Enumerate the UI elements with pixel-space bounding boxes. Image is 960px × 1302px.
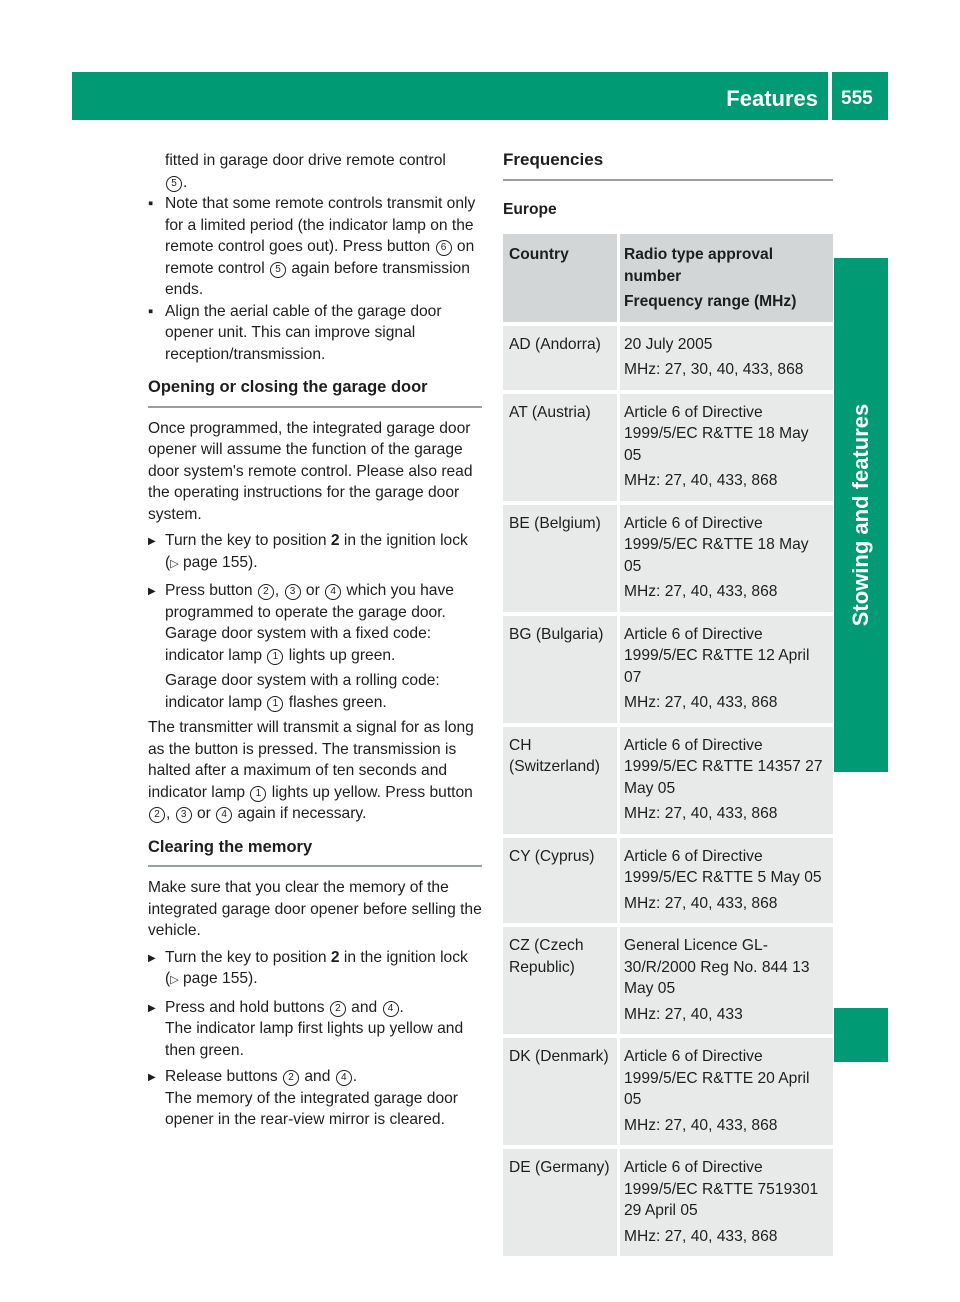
text: or (192, 805, 216, 822)
callout-number: 2 (149, 807, 165, 823)
approval-text: Article 6 of Directive 1999/5/EC R&TTE 5 May 05 (624, 847, 822, 886)
frequency-text: MHz: 27, 40, 433, 868 (624, 583, 778, 600)
callout-number: 3 (285, 584, 301, 600)
step-note-fixed-code (148, 623, 482, 666)
frequency-table (503, 234, 833, 1256)
callout-number: 4 (325, 584, 341, 600)
callout-number: 1 (267, 649, 283, 665)
frequency-text: MHz: 27, 40, 433, 868 (624, 894, 778, 912)
left-column (148, 150, 482, 1131)
table-row (503, 727, 833, 834)
callout-number: 4 (336, 1070, 352, 1086)
text: in the ignition lock ( (165, 948, 468, 987)
callout-number: 3 (176, 807, 192, 823)
bullet-aerial: ▪ Align the aerial cable of the garage door opener unit. This can improve signal reception/transmission. (148, 301, 482, 366)
step-press-button (148, 580, 482, 623)
text: or (301, 582, 325, 599)
section-heading-frequencies: Frequencies (503, 150, 833, 181)
table-header-row (503, 234, 833, 322)
section-heading-opening: Opening or closing the garage door (148, 377, 482, 408)
approval-cell (617, 326, 833, 390)
header-frequency-label: Frequency range (MHz) (624, 293, 797, 310)
step-turn-key-2 (148, 947, 482, 992)
country-cell: DK (Denmark) (509, 1048, 609, 1065)
step-turn-key (148, 530, 482, 575)
approval-cell (617, 838, 833, 924)
callout-number: 4 (383, 1001, 399, 1017)
text: and (346, 998, 382, 1016)
text: The indicator lamp first lights up yellow and then green. (165, 1020, 464, 1059)
approval-cell (617, 1149, 833, 1256)
table-row (503, 838, 833, 924)
table-body (503, 326, 833, 1257)
callout-number: 1 (267, 696, 283, 712)
country-cell: CZ (Czech Republic) (509, 937, 584, 976)
table-row (503, 927, 833, 1034)
table-row (503, 394, 833, 501)
table-row (503, 616, 833, 723)
country-cell: CY (Cyprus) (509, 847, 595, 865)
text: . (399, 998, 404, 1016)
approval-cell (617, 505, 833, 612)
text: , (166, 805, 175, 822)
country-cell: DE (Germany) (509, 1159, 610, 1176)
callout-number: 4 (216, 807, 232, 823)
section-paragraph: Once programmed, the integrated garage door opener will assume the function of the garage door system's remote control. Please also read the operating instructions for the garage door system. (148, 419, 473, 523)
approval-cell (617, 1038, 833, 1145)
country-cell: AT (Austria) (509, 403, 591, 421)
frequency-text: MHz: 27, 40, 433, 868 (624, 694, 778, 711)
text: Press and hold buttons (165, 998, 329, 1016)
page-ref-arrow-icon: ▷ (170, 974, 179, 986)
approval-text: Article 6 of Directive 1999/5/EC R&TTE 12 April 07 (624, 625, 810, 686)
side-tab (834, 258, 888, 772)
frequency-text: MHz: 27, 40, 433, 868 (624, 1116, 778, 1134)
country-cell: BG (Bulgaria) (509, 625, 604, 643)
approval-cell (617, 727, 833, 834)
frequency-text: MHz: 27, 40, 433, 868 (624, 805, 778, 822)
intro-text (148, 150, 482, 193)
intro-tail: . (183, 173, 188, 191)
country-cell: BE (Belgium) (509, 514, 601, 532)
frequency-text: MHz: 27, 40, 433 (624, 1005, 743, 1023)
text: The memory of the integrated garage door opener in the rear-view mirror is cleared. (165, 1089, 458, 1128)
approval-text: Article 6 of Directive 1999/5/EC R&TTE 18 May 05 (624, 403, 809, 464)
text: lights up yellow. Press button (267, 783, 473, 801)
text: Note that some remote controls transmit only for a limited period (the indicator lamp on the remote control goes out). Press button (165, 195, 476, 255)
section-heading-clearing: Clearing the memory (148, 837, 482, 868)
right-column (503, 150, 833, 1260)
text: in the ignition lock ( (165, 532, 468, 571)
text: Press button (165, 582, 257, 599)
text: Garage door system with a rolling code: indicator lamp (165, 672, 440, 711)
transmit-paragraph (148, 717, 482, 825)
frequency-text: MHz: 27, 40, 433, 868 (624, 1227, 778, 1245)
table-row (503, 505, 833, 612)
text: flashes green. (284, 693, 387, 711)
approval-text: Article 6 of Directive 1999/5/EC R&TTE 18 May 05 (624, 514, 809, 575)
approval-cell (617, 927, 833, 1034)
section-paragraph: Make sure that you clear the memory of the integrated garage door opener before selling the vehicle. (148, 879, 482, 939)
side-marker (834, 1008, 888, 1062)
side-tab-label: Stowing and features (848, 403, 873, 627)
region-heading: Europe (503, 201, 557, 218)
intro-line: fitted in garage door drive remote control (165, 152, 446, 169)
approval-text: General Licence GL-30/R/2000 Reg No. 844 13 May 05 (624, 937, 810, 997)
text: on remote control (165, 238, 475, 277)
text: lights up green. (284, 646, 396, 664)
step-release (148, 1066, 482, 1131)
callout-number: 2 (283, 1070, 299, 1086)
step-press-hold (148, 997, 482, 1062)
page-ref-arrow-icon: ▷ (170, 557, 179, 570)
frequency-text: MHz: 27, 30, 40, 433, 868 (624, 361, 804, 378)
text: again before transmission ends. (165, 259, 470, 298)
frequency-text: MHz: 27, 40, 433, 868 (624, 472, 778, 489)
text: The transmitter will transmit a signal for as long as the button is pressed. The transmission is halted after a maximum of ten seconds and indicator lamp (148, 719, 474, 801)
text: again if necessary. (233, 805, 367, 822)
page-number: 555 (841, 88, 873, 109)
bullet-note-remote (148, 193, 482, 301)
page-title: Features (726, 86, 818, 111)
table-row (503, 1149, 833, 1256)
text: page 155). (178, 970, 258, 987)
text: , (274, 582, 284, 599)
approval-cell (617, 616, 833, 723)
callout-number: 5 (270, 262, 286, 278)
header-country: Country (509, 246, 569, 263)
header-approval (617, 234, 833, 322)
step-note-rolling-code (148, 670, 482, 713)
approval-text: Article 6 of Directive 1999/5/EC R&TTE 14357 27 May 05 (624, 736, 823, 797)
table-row (503, 1038, 833, 1145)
country-cell: CH (Switzerland) (509, 736, 600, 775)
text: Turn the key to position (165, 948, 331, 966)
text: and (300, 1068, 335, 1085)
table-row (503, 326, 833, 390)
key-position: 2 (330, 532, 340, 549)
approval-text: 20 July 2005 (624, 335, 713, 353)
text: Release buttons (165, 1068, 283, 1085)
callout-number: 6 (436, 240, 452, 256)
text: page 155). (178, 553, 258, 571)
callout-number: 2 (330, 1001, 346, 1017)
text: Garage door system with a fixed code: indicator lamp (165, 625, 432, 664)
callout-number: 2 (258, 584, 274, 600)
callout-number: 1 (250, 786, 266, 802)
country-cell: AD (Andorra) (509, 335, 601, 353)
header-separator (828, 72, 832, 120)
key-position: 2 (330, 948, 340, 966)
text: which you have programmed to operate the garage door. (165, 582, 454, 621)
text: Turn the key to position (165, 532, 331, 549)
callout-number: 5 (166, 176, 182, 192)
approval-text: Article 6 of Directive 1999/5/EC R&TTE 20 April 05 (624, 1048, 810, 1108)
approval-text: Article 6 of Directive 1999/5/EC R&TTE 7519301 29 April 05 (624, 1159, 819, 1219)
text: . (352, 1068, 358, 1085)
header-approval-label: Radio type approval number (624, 246, 774, 285)
approval-cell (617, 394, 833, 501)
